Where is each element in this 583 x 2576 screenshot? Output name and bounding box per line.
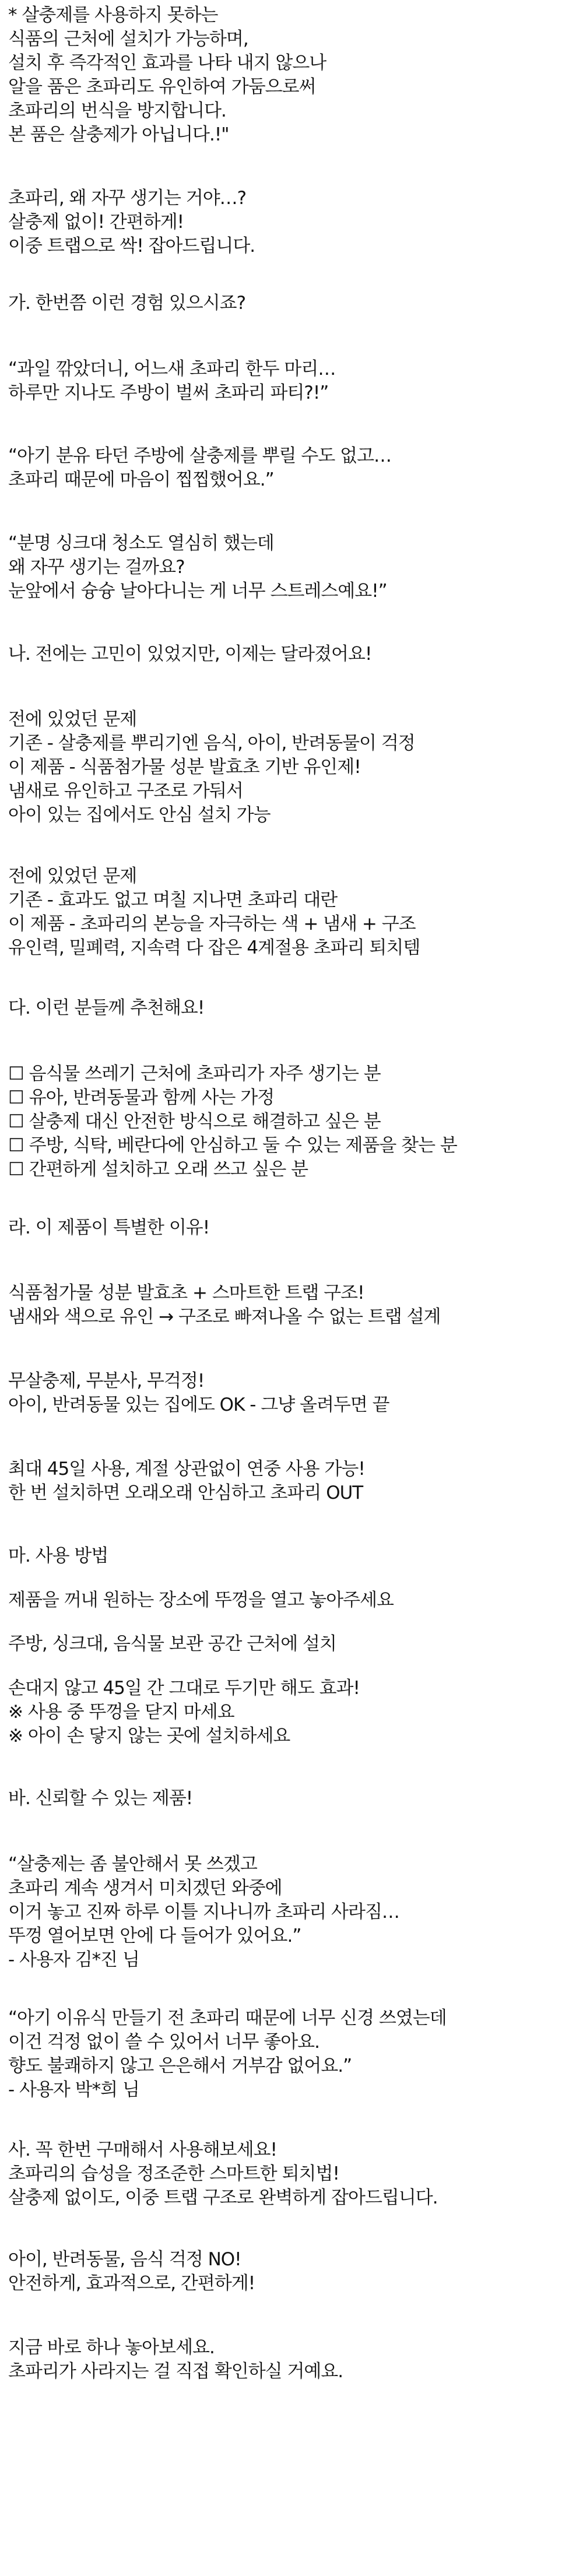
section-heading: 사. 꼭 한번 구매해서 사용해보세요! [8,2139,277,2160]
section-heading: 가. 한번쯤 이런 경험 있으시죠? [8,293,246,314]
checklist-item: ☐ 음식물 쓰레기 근처에 초파리가 자주 생기는 분 [8,1063,381,1084]
text-line: 초파리 때문에 마음이 찝찝했어요.” [8,469,274,490]
text-line: 초파리 계속 생겨서 미치겠던 와중에 [8,1878,282,1899]
text-line: 이건 걱정 없이 쓸 수 있어서 너무 좋아요. [8,2032,319,2053]
review-author: - 사용자 박*희 님 [8,2079,139,2100]
section-na-heading [8,642,580,666]
text-line: “아기 이유식 만들기 전 초파리 때문에 너무 신경 쓰였는데 [8,2008,447,2029]
checklist-item: ☐ 살충제 대신 안전한 방식으로 해결하고 싶은 분 [8,1111,381,1132]
usage-2 [8,1632,580,1656]
quote-3 [8,532,580,603]
reason-1 [8,1281,580,1329]
text-line: 제품을 꺼내 원하는 장소에 뚜껑을 열고 놓아주세요 [8,1590,394,1611]
text-line: “과일 깎았더니, 어느새 초파리 한두 마리… [8,359,336,379]
compare-1 [8,708,580,827]
text-line: 초파리, 왜 자꾸 생기는 거야…? [8,188,247,209]
usage-1 [8,1589,580,1612]
text-line: “살충제는 좀 불안해서 못 쓰겠고 [8,1854,257,1875]
section-ma-heading [8,1544,580,1568]
section-heading: 라. 이 제품이 특별한 이유! [8,1217,210,1238]
text-line: 식품첨가물 성분 발효초 + 스마트한 트랩 구조! [8,1282,364,1303]
review-author: - 사용자 김*진 님 [8,1949,139,1970]
text-line: ※ 사용 중 뚜껑을 닫지 마세요 [8,1702,234,1723]
text-line: 아이, 반려동물, 음식 걱정 NO! [8,2249,241,2270]
quote-2 [8,444,580,492]
text-line: 한 번 설치하면 오래오래 안심하고 초파리 OUT [8,1482,363,1503]
section-heading: 다. 이런 분들께 추천해요! [8,997,205,1018]
text-line: 이거 놓고 진짜 하루 이틀 지나니까 초파리 사라짐… [8,1902,399,1923]
text-line: 안전하게, 효과적으로, 간편하게! [8,2273,255,2294]
text-line: 초파리가 사라지는 걸 직접 확인하실 거예요. [8,2361,343,2382]
text-line: 설치 후 즉각적인 효과를 나타 내지 않으나 [8,52,326,73]
text-line: 이중 트랩으로 싹! 잡아드립니다. [8,236,255,256]
checklist-item: ☐ 유아, 반려동물과 함께 사는 가정 [8,1087,275,1108]
text-line: 아이, 반려동물 있는 집에도 OK - 그냥 올려두면 끝 [8,1394,389,1415]
text-line: 알을 품은 초파리도 유인하여 가둠으로써 [8,76,316,97]
section-sa [8,2138,580,2210]
review-2 [8,2006,580,2102]
usage-3 [8,1677,580,1748]
text-line: 냄새로 유인하고 구조로 가둬서 [8,781,243,802]
text-line: 이 제품 - 식품첨가물 성분 발효초 기반 유인제! [8,757,361,778]
text-line: 살충제 없이! 간편하게! [8,212,184,233]
section-da-heading [8,996,580,1020]
text-line: 식품의 근처에 설치가 가능하며, [8,29,248,50]
text-line: 향도 불쾌하지 않고 은은해서 거부감 없어요.” [8,2055,352,2076]
text-line: 기존 - 살충제를 뿌리기엔 음식, 아이, 반려동물이 걱정 [8,733,415,754]
compare-2 [8,864,580,960]
text-line: 냄새와 색으로 유인 → 구조로 빠져나올 수 없는 트랩 설계 [8,1306,441,1327]
reason-2 [8,1369,580,1417]
review-1 [8,1853,580,1972]
checklist-item: ☐ 주방, 식탁, 베란다에 안심하고 둘 수 있는 제품을 찾는 분 [8,1135,457,1156]
text-line: 기존 - 효과도 없고 며칠 지나면 초파리 대란 [8,890,338,911]
text-line: 지금 바로 하나 놓아보세요. [8,2337,215,2358]
text-line: 이 제품 - 초파리의 본능을 자극하는 색 + 냄새 + 구조 [8,913,416,934]
section-ga-heading [8,291,580,315]
checklist-item: ☐ 간편하게 설치하고 오래 쓰고 싶은 분 [8,1159,308,1180]
text-line: 하루만 지나도 주방이 벌써 초파리 파티?!” [8,382,329,403]
section-ba-heading [8,1787,580,1811]
text-line: 아이 있는 집에서도 안심 설치 가능 [8,804,271,825]
text-line: * 살충제를 사용하지 못하는 [8,5,218,26]
intro-notice [8,3,580,147]
text-line: 최대 45일 사용, 계절 상관없이 연중 사용 가능! [8,1459,365,1479]
section-heading: 마. 사용 방법 [8,1545,108,1566]
reason-3 [8,1457,580,1505]
text-line: ※ 아이 손 닿지 않는 곳에 설치하세요 [8,1725,290,1746]
text-line: 뚜껑 열어보면 안에 다 들어가 있어요.” [8,1925,301,1946]
text-line: 유인력, 밀폐력, 지속력 다 잡은 4계절용 초파리 퇴치템 [8,937,420,958]
quote-1 [8,357,580,405]
text-line: 주방, 싱크대, 음식물 보관 공간 근처에 설치 [8,1633,336,1654]
text-line: 초파리의 번식을 방지합니다. [8,100,226,121]
text-line: 손대지 않고 45일 간 그대로 두기만 해도 효과! [8,1678,360,1699]
text-line: 살충제 없이도, 이중 트랩 구조로 완벽하게 잡아드립니다. [8,2187,438,2208]
text-line: 눈앞에서 슝슝 날아다니는 게 너무 스트레스예요!” [8,581,387,602]
text-line: 초파리의 습성을 정조준한 스마트한 퇴치법! [8,2163,339,2184]
text-line: 전에 있었던 문제 [8,709,137,730]
section-ra-heading [8,1216,580,1240]
text-line: “분명 싱크대 청소도 열심히 했는데 [8,533,274,554]
section-heading: 바. 신뢰할 수 있는 제품! [8,1788,193,1809]
text-line: “아기 분유 타던 주방에 살충제를 뿌릴 수도 없고… [8,445,392,466]
text-line: 전에 있었던 문제 [8,866,137,887]
text-line: 왜 자꾸 생기는 걸까요? [8,557,185,578]
text-line: 본 품은 살충제가 아닙니다.!" [8,124,229,145]
text-line: 무살충제, 무분사, 무걱정! [8,1370,205,1391]
headline [8,187,580,258]
closing-1 [8,2248,580,2296]
section-heading: 나. 전에는 고민이 있었지만, 이제는 달라졌어요! [8,644,372,665]
checklist [8,1062,580,1182]
closing-2 [8,2336,580,2384]
